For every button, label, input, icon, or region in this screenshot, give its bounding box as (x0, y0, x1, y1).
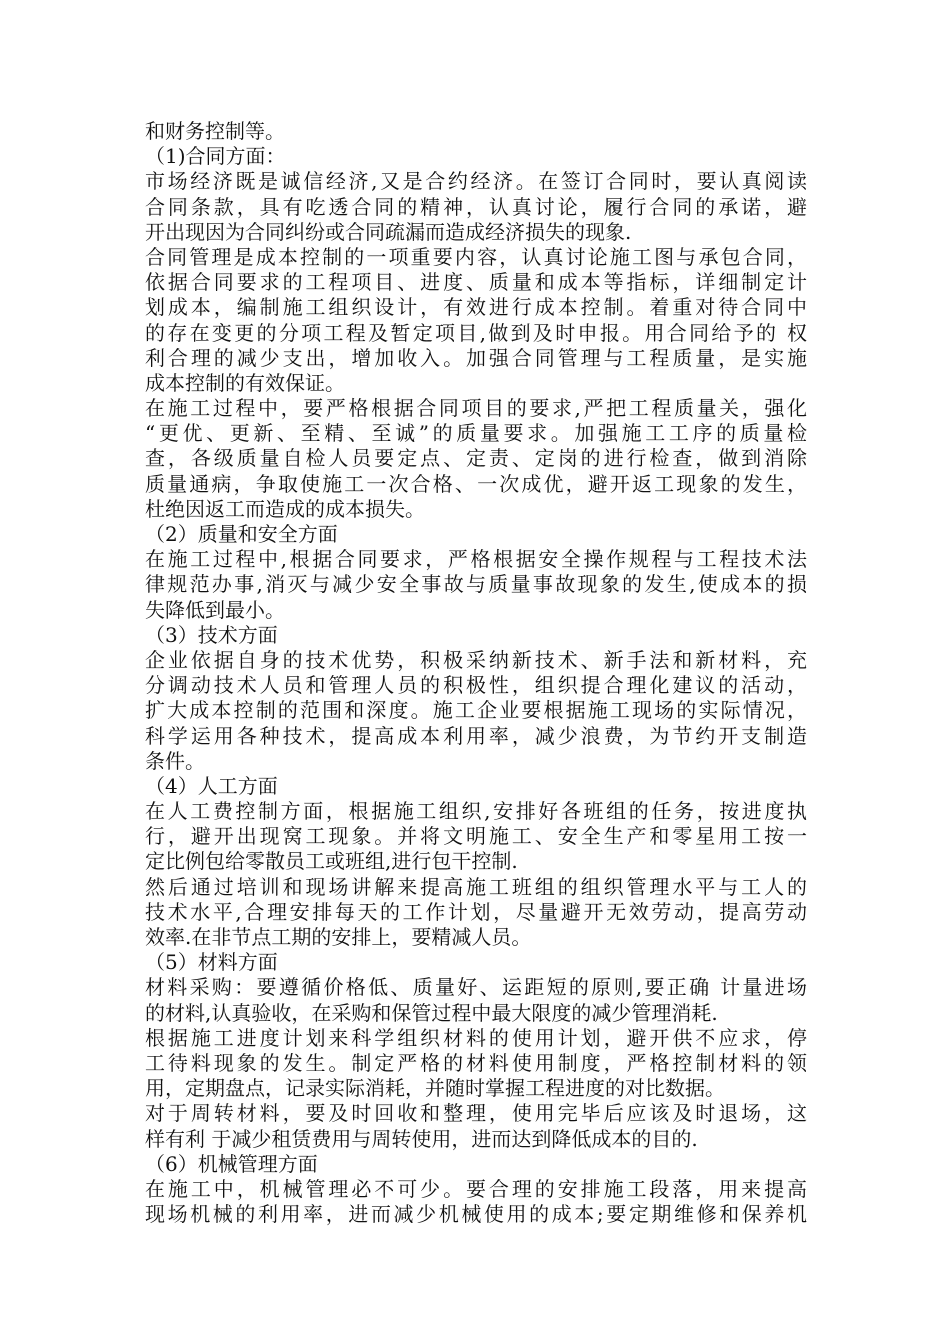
text-line: 依据合同要求的工程项目、进度、质量和成本等指标，详细制定计 (145, 270, 807, 295)
text-line: 定比例包给零散员工或班组,进行包干控制. (145, 849, 518, 874)
text-line: 企业依据自身的技术优势，积极采纳新技术、新手法和新材料，充 (145, 647, 807, 672)
text-line: 条件。 (145, 748, 205, 773)
text-line: 在人工费控制方面，根据施工组织,安排好各班组的任务，按进度执 (145, 799, 807, 824)
text-line: （1)合同方面： (145, 144, 286, 169)
text-line: 科学运用各种技术，提高成本利用率，减少浪费，为节约开支制造 (145, 723, 807, 748)
text-line: 材料采购：要遵循价格低、质量好、运距短的原则,要正确 计量进场 (145, 975, 807, 1000)
text-line: 技术水平,合理安排每天的工作计划，尽量避开无效劳动，提高劳动 (145, 899, 807, 924)
text-line: （3）技术方面 (145, 622, 278, 647)
text-line: 然后通过培训和现场讲解来提高施工班组的组织管理水平与工人的 (145, 874, 807, 899)
text-line: 利合理的减少支出，增加收入。加强合同管理与工程质量，是实施 (145, 345, 807, 370)
text-line: 工待料现象的发生。制定严格的材料使用制度，严格控制材料的领 (145, 1050, 807, 1075)
text-line: 用，定期盘点，记录实际消耗，并随时掌握工程进度的对比数据。 (145, 1076, 725, 1101)
text-line: 在施工过程中，要严格根据合同项目的要求,严把工程质量关，强化 (145, 396, 807, 421)
text-line: 开出现因为合同纠纷或合同疏漏而造成经济损失的现象. (145, 219, 632, 244)
text-line: （5）材料方面 (145, 950, 278, 975)
text-line: 在施工过程中,根据合同要求，严格根据安全操作规程与工程技术法 (145, 547, 807, 572)
text-line: 的材料,认真验收，在采购和保管过程中最大限度的减少管理消耗. (145, 1000, 718, 1025)
text-line: 行，避开出现窝工现象。并将文明施工、安全生产和零星用工按一 (145, 824, 807, 849)
text-line: “更优、更新、至精、至诚”的质量要求。加强施工工序的质量检 (145, 421, 807, 446)
text-line: 成本控制的有效保证。 (145, 370, 345, 395)
text-line: 现场机械的利用率，进而减少机械使用的成本;要定期维修和保养机 (145, 1202, 807, 1227)
text-line: （6）机械管理方面 (145, 1151, 318, 1176)
text-line: 样有利 于减少租赁费用与周转使用，进而达到降低成本的目的. (145, 1126, 698, 1151)
text-line: 质量通病，争取使施工一次合格、一次成优，避开返工现象的发生， (145, 471, 807, 496)
text-line: 律规范办事,消灭与减少安全事故与质量事故现象的发生,使成本的损 (145, 572, 807, 597)
text-line: 合同条款，具有吃透合同的精神，认真讨论，履行合同的承诺，避 (145, 194, 807, 219)
document-body (145, 119, 807, 1227)
text-line: 和财务控制等。 (145, 119, 285, 143)
text-line: 分调动技术人员和管理人员的积极性，组织提合理化建议的活动， (145, 673, 807, 698)
text-line: （4）人工方面 (145, 773, 278, 798)
text-line: 的存在变更的分项工程及暂定项目,做到及时申报。用合同给予的 权 (145, 320, 807, 345)
text-line: 失降低到最小。 (145, 597, 285, 622)
text-line: 在施工中，机械管理必不可少。要合理的安排施工段落，用来提高 (145, 1176, 807, 1201)
text-line: 市场经济既是诚信经济,又是合约经济。在签订合同时，要认真阅读 (145, 169, 807, 194)
text-line: 效率.在非节点工期的安排上，要精减人员。 (145, 925, 532, 949)
text-line: 杜绝因返工而造成的成本损失。 (145, 496, 425, 521)
text-line: 合同管理是成本控制的一项重要内容，认真讨论施工图与承包合同， (145, 244, 807, 269)
text-line: 查，各级质量自检人员要定点、定责、定岗的进行检查，做到消除 (145, 446, 807, 471)
text-line: （2）质量和安全方面 (145, 522, 338, 546)
text-line: 对于周转材料，要及时回收和整理，使用完毕后应该及时退场，这 (145, 1101, 807, 1126)
text-line: 划成本，编制施工组织设计，有效进行成本控制。着重对待合同中 (145, 295, 807, 320)
text-line: 根据施工进度计划来科学组织材料的使用计划，避开供不应求，停 (145, 1025, 807, 1050)
text-line: 扩大成本控制的范围和深度。施工企业要根据施工现场的实际情况， (145, 698, 807, 723)
